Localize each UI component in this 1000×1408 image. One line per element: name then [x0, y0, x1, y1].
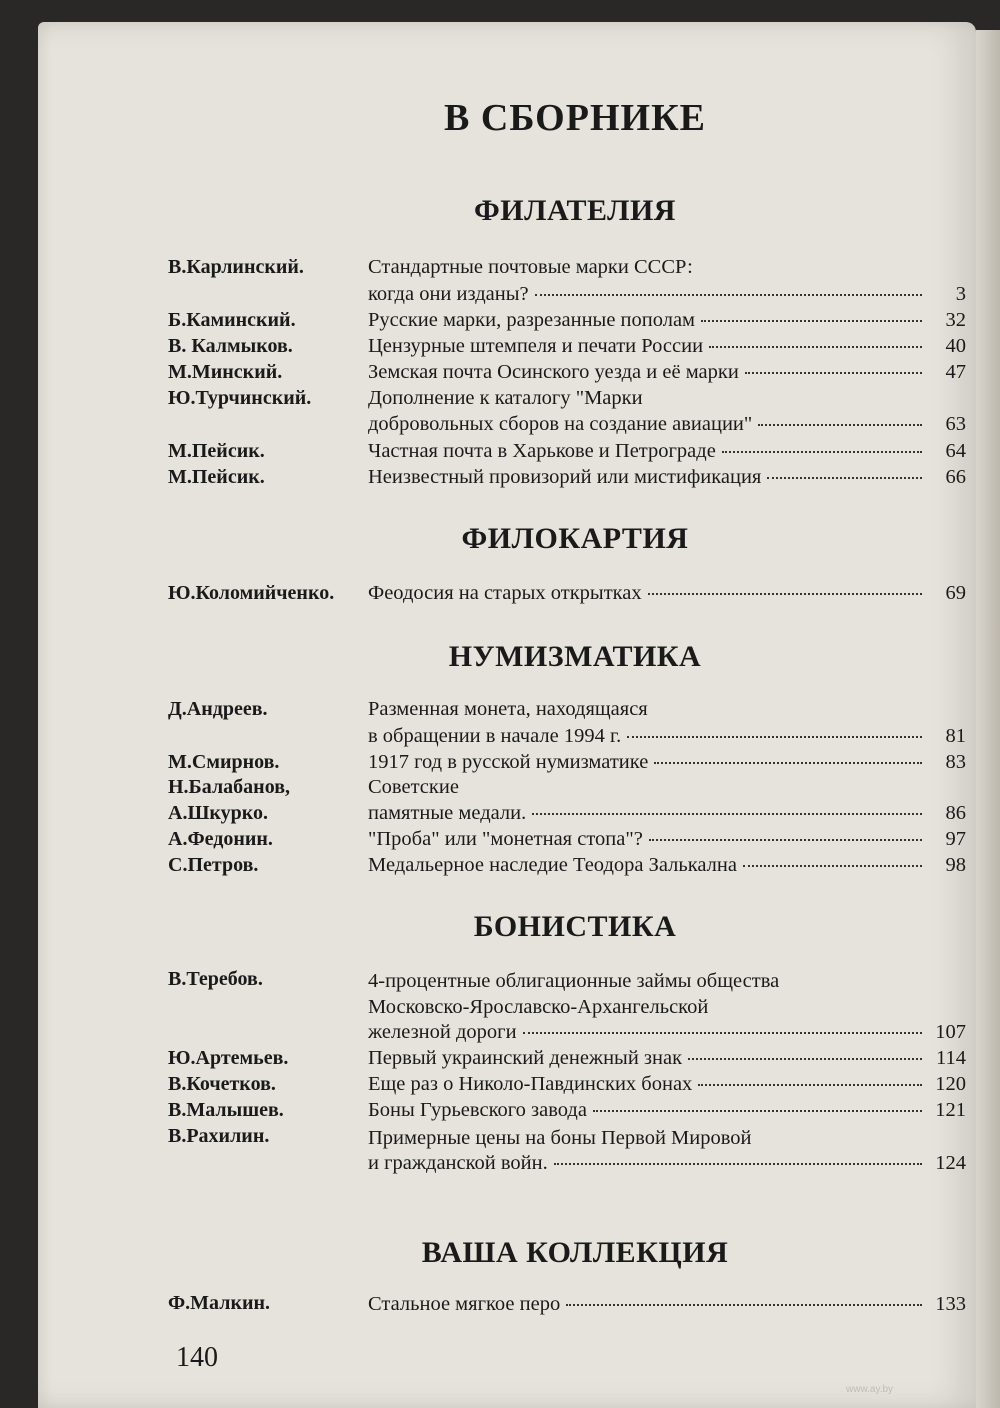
toc-title-leader — [368, 854, 928, 877]
dot-leader — [532, 813, 922, 815]
toc-title-line: "Проба" или "монетная стопа"? — [368, 828, 643, 850]
toc-title-line: Земская почта Осинского уезда и её марки — [368, 361, 739, 383]
toc-page-number: 107 — [935, 1021, 966, 1043]
dot-leader — [649, 839, 922, 841]
dot-leader — [654, 762, 922, 764]
toc-author: Б.Каминский. — [168, 309, 296, 331]
page-title: В СБОРНИКЕ — [444, 97, 706, 139]
toc-title-leader — [368, 1073, 928, 1096]
toc-author: Ю.Коломийченко. — [168, 582, 335, 604]
toc-title-leader — [368, 1047, 928, 1070]
toc-title-leader — [368, 335, 928, 358]
toc-title-leader — [368, 1099, 928, 1122]
toc-title-leader — [368, 1021, 928, 1044]
toc-author: В.Малышев. — [168, 1099, 284, 1121]
toc-title-line: Московско-Ярославско-Архангельской — [368, 996, 709, 1018]
toc-page-number: 124 — [935, 1152, 966, 1174]
toc-page-number: 32 — [945, 309, 966, 331]
toc-title-line: в обращении в начале 1994 г. — [368, 725, 622, 747]
toc-title-leader — [368, 1293, 928, 1316]
toc-author: Ю.Артемьев. — [168, 1047, 289, 1069]
toc-title-line: добровольных сборов на создание авиации" — [368, 413, 753, 435]
toc-page-number: 133 — [935, 1293, 966, 1315]
dot-leader — [535, 294, 922, 296]
toc-author: В.Карлинский. — [168, 256, 304, 278]
toc-title-leader — [368, 802, 928, 825]
toc-title-line: Стандартные почтовые марки СССР: — [368, 256, 693, 278]
toc-title-line: железной дороги — [368, 1021, 517, 1043]
dot-leader — [554, 1163, 922, 1165]
site-watermark: www.ay.by — [846, 1384, 894, 1395]
dot-leader — [722, 451, 922, 453]
dot-leader — [743, 865, 922, 867]
dot-leader — [566, 1304, 922, 1306]
section-heading-numismatics: НУМИЗМАТИКА — [448, 640, 702, 673]
toc-page-number: 86 — [945, 802, 966, 824]
toc-title-leader — [368, 283, 928, 306]
toc-title-leader — [368, 361, 928, 384]
dot-leader — [523, 1032, 922, 1034]
section-heading-philocarty: ФИЛОКАРТИЯ — [461, 522, 689, 555]
toc-author: В.Кочетков. — [168, 1073, 276, 1095]
dot-leader — [758, 424, 922, 426]
toc-author: В.Теребов. — [168, 968, 263, 990]
toc-author: М.Пейсик. — [168, 440, 265, 462]
toc-author: В. Калмыков. — [168, 335, 293, 357]
dot-leader — [767, 477, 922, 479]
toc-title-line: Медальерное наследие Теодора Залькална — [368, 854, 737, 876]
dot-leader — [745, 372, 922, 374]
toc-page-number: 64 — [945, 440, 966, 462]
section-heading-bonistics: БОНИСТИКА — [473, 910, 677, 943]
toc-page-number: 81 — [945, 725, 966, 747]
toc-page-number: 120 — [935, 1073, 966, 1095]
toc-author: С.Петров. — [168, 854, 259, 876]
toc-title-line: Стальное мягкое перо — [368, 1293, 561, 1315]
toc-author: Н.Балабанов, — [168, 776, 291, 798]
toc-title-line: 1917 год в русской нумизматике — [368, 751, 649, 773]
dot-leader — [701, 320, 922, 322]
toc-page-number: 3 — [955, 283, 966, 305]
toc-title-line: Дополнение к каталогу "Марки — [368, 387, 643, 409]
section-heading-philately: ФИЛАТЕЛИЯ — [474, 194, 676, 227]
toc-author: А.Шкурко. — [168, 802, 269, 824]
toc-title-line: 4-процентные облигационные займы общества — [368, 970, 780, 992]
toc-page-number: 83 — [945, 751, 966, 773]
toc-title-line: Русские марки, разрезанные пополам — [368, 309, 696, 331]
toc-page-number: 121 — [935, 1099, 966, 1121]
toc-author: В.Рахилин. — [168, 1125, 270, 1147]
toc-title-line: Разменная монета, находящаяся — [368, 698, 648, 720]
dot-leader — [648, 593, 922, 595]
dot-leader — [627, 736, 922, 738]
toc-title-line: Феодосия на старых открытках — [368, 582, 642, 604]
dot-leader — [593, 1110, 922, 1112]
toc-title-leader — [368, 413, 928, 436]
toc-title-line: Неизвестный провизорий или мистификация — [368, 466, 762, 488]
toc-page-number: 40 — [945, 335, 966, 357]
toc-author: Ю.Турчинский. — [168, 387, 312, 409]
toc-page-number: 63 — [945, 413, 966, 435]
toc-title-line: памятные медали. — [368, 802, 527, 824]
toc-page-number: 69 — [945, 582, 966, 604]
toc-page-number: 97 — [945, 828, 966, 850]
dot-leader — [688, 1058, 922, 1060]
toc-author: Д.Андреев. — [168, 698, 268, 720]
toc-title-leader — [368, 751, 928, 774]
toc-author: М.Пейсик. — [168, 466, 265, 488]
toc-title-line: Частная почта в Харькове и Петрограде — [368, 440, 716, 462]
toc-title-line: и гражданской войн. — [368, 1152, 548, 1174]
next-page-edge — [976, 30, 1000, 1408]
toc-author: А.Федонин. — [168, 828, 273, 850]
toc-title-leader — [368, 440, 928, 463]
toc-author: М.Минский. — [168, 361, 283, 383]
section-heading-your-collection: ВАША КОЛЛЕКЦИЯ — [421, 1236, 729, 1269]
toc-page-number: 98 — [945, 854, 966, 876]
toc-author: М.Смирнов. — [168, 751, 280, 773]
toc-title-leader — [368, 582, 928, 605]
toc-title-leader — [368, 1152, 928, 1175]
toc-title-leader — [368, 309, 928, 332]
toc-title-line: когда они изданы? — [368, 283, 529, 305]
toc-page-number: 47 — [945, 361, 966, 383]
toc-title-line: Боны Гурьевского завода — [368, 1099, 587, 1121]
toc-page-number: 114 — [936, 1047, 966, 1069]
footer-page-number: 140 — [176, 1342, 218, 1373]
toc-title-leader — [368, 466, 928, 489]
toc-title-line: Еще раз о Николо-Павдинских бонах — [368, 1073, 693, 1095]
toc-title-line: Цензурные штемпеля и печати России — [368, 335, 704, 357]
toc-title-line: Первый украинский денежный знак — [368, 1047, 683, 1069]
toc-title-leader — [368, 725, 928, 748]
toc-title-line: Примерные цены на боны Первой Мировой — [368, 1127, 752, 1149]
toc-author: Ф.Малкин. — [168, 1292, 271, 1314]
dot-leader — [709, 346, 922, 348]
toc-title-leader — [368, 828, 928, 851]
toc-page-number: 66 — [945, 466, 966, 488]
dot-leader — [698, 1084, 922, 1086]
toc-title-line: Советские — [368, 776, 459, 798]
